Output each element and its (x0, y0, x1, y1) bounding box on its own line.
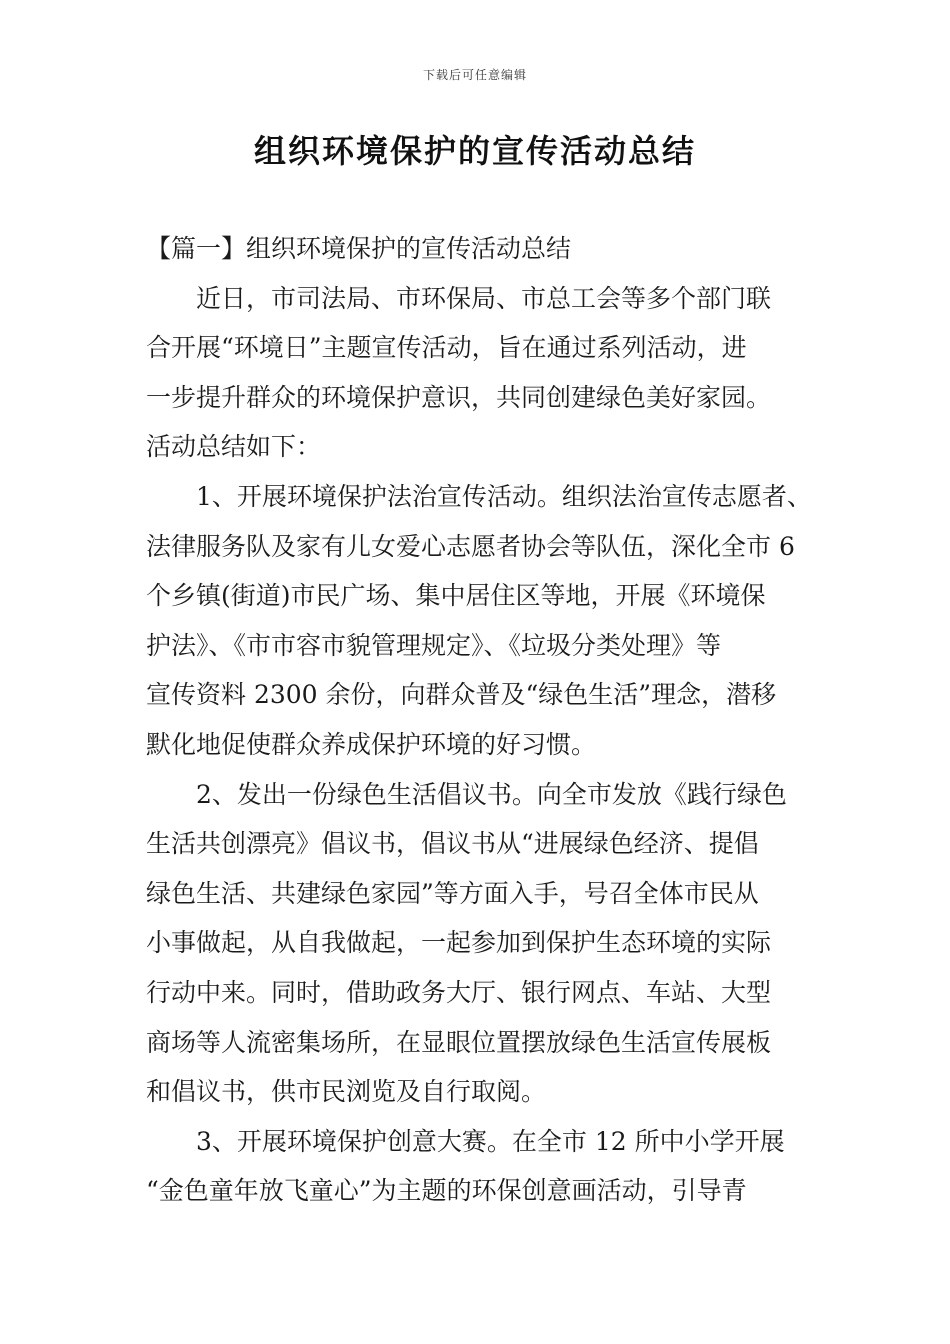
body-line: 1、开展环境保护法治宣传活动。组织法治宣传志愿者、 (146, 481, 812, 511)
body-line: 和倡议书，供市民浏览及自行取阅。 (146, 1077, 547, 1107)
header-note: 下载后可任意编辑 (422, 68, 527, 82)
body-line: 宣传资料 2300 余份，向群众普及“绿色生活”理念，潜移 (146, 680, 777, 710)
body-line: 活动总结如下： (146, 432, 322, 462)
body-line: 一步提升群众的环境保护意识，共同创建绿色美好家园。 (146, 382, 772, 412)
body-line: 个乡镇(街道)市民广场、集中居住区等地，开展《环境保 (146, 581, 766, 611)
body-line: 合开展“环境日”主题宣传活动，旨在通过系列活动，进 (146, 333, 747, 363)
document-body (146, 224, 826, 1216)
body-line: 3、开展环境保护创意大赛。在全市 12 所中小学开展 (146, 1126, 785, 1156)
body-line: 默化地促使群众养成保护环境的好习惯。 (146, 729, 597, 759)
document-title: 组织环境保护的宣传活动总结 (253, 132, 696, 170)
body-line: 法律服务队及家有儿女爱心志愿者协会等队伍，深化全市 6 (146, 531, 795, 561)
body-line: “金色童年放飞童心”为主题的环保创意画活动，引导青 (146, 1176, 747, 1206)
body-line: 近日，市司法局、市环保局、市总工会等多个部门联 (146, 283, 772, 313)
body-line: 2、发出一份绿色生活倡议书。向全市发放《践行绿色 (146, 779, 787, 809)
body-line: 绿色生活、共建绿色家园”等方面入手，号召全体市民从 (146, 878, 759, 908)
body-line: 小事做起，从自我做起，一起参加到保护生态环境的实际 (146, 928, 772, 958)
body-line: 生活共创漂亮》倡议书，倡议书从“进展绿色经济、提倡 (146, 829, 759, 859)
body-line: 行动中来。同时，借助政务大厅、银行网点、车站、大型 (146, 977, 772, 1007)
section-heading: 【篇一】组织环境保护的宣传活动总结 (146, 234, 572, 263)
body-line: 商场等人流密集场所，在显眼位置摆放绿色生活宣传展板 (146, 1027, 772, 1057)
body-line: 护法》、《市市容市貌管理规定》、《垃圾分类处理》等 (146, 630, 722, 660)
